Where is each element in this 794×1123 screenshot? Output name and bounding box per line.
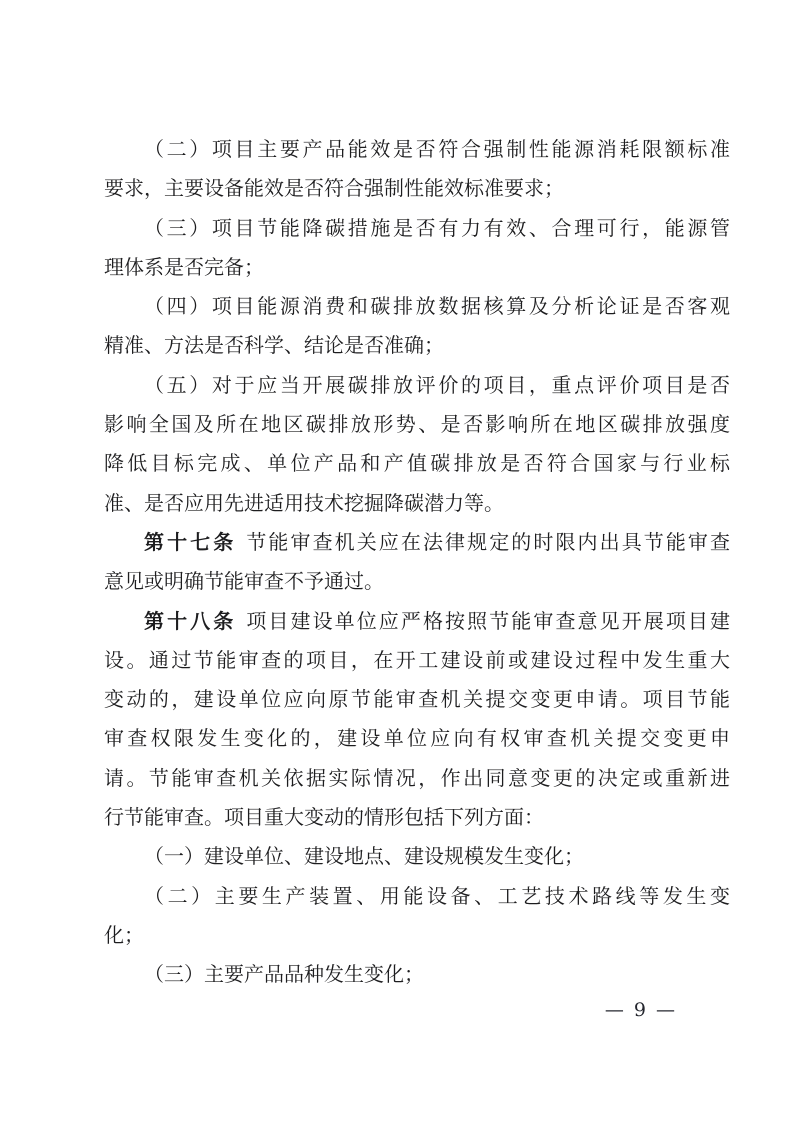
- text-line: 审查权限发生变化的，建设单位应向有权审查机关提交变更申: [104, 726, 730, 751]
- document-body: [104, 130, 730, 995]
- text-line: （三）项目节能降碳措施是否有力有效、合理可行，能源管: [144, 215, 730, 240]
- text-line: 化；: [104, 922, 144, 947]
- text-line: （四）项目能源消费和碳排放数据核算及分析论证是否客观: [144, 294, 730, 319]
- article-number: 第十八条: [144, 608, 237, 633]
- text-line: 请。节能审查机关依据实际情况，作出同意变更的决定或重新进: [104, 765, 730, 790]
- text-line: 降低目标完成、单位产品和产值碳排放是否符合国家与行业标: [104, 451, 730, 476]
- text-line: [104, 523, 730, 562]
- text-line: 意见或明确节能审查不予通过。: [104, 569, 384, 594]
- text-line: 变动的，建设单位应向原节能审查机关提交变更申请。项目节能: [104, 687, 730, 712]
- text-line-content: 项目建设单位应严格按照节能审查意见开展项目建: [246, 608, 731, 633]
- text-line: （三）主要产品品种发生变化；: [144, 962, 424, 987]
- text-line: 理体系是否完备；: [104, 254, 264, 279]
- text-line: （二）主要生产装置、用能设备、工艺技术路线等发生变: [144, 883, 730, 908]
- text-line: 要求，主要设备能效是否符合强制性能效标准要求；: [104, 176, 564, 201]
- text-line: （二）项目主要产品能效是否符合强制性能源消耗限额标准: [144, 137, 730, 161]
- text-line-content: 节能审查机关应在法律规定的时限内出具节能审查: [246, 529, 731, 554]
- text-line: （一）建设单位、建设地点、建设规模发生变化；: [144, 844, 584, 869]
- text-line: 精准、方法是否科学、结论是否准确；: [104, 333, 444, 358]
- article-number: 第十七条: [144, 529, 237, 554]
- text-line: 设。通过节能审查的项目，在开工建设前或建设过程中发生重大: [104, 647, 730, 672]
- text-line: 影响全国及所在地区碳排放形势、是否影响所在地区碳排放强度: [104, 412, 730, 437]
- text-line: 行节能审查。项目重大变动的情形包括下列方面：: [104, 805, 544, 830]
- page-number: — 9 —: [604, 999, 677, 1021]
- text-line: 准、是否应用先进适用技术挖掘降碳潜力等。: [104, 490, 504, 515]
- text-line: [104, 602, 730, 641]
- text-line: （五）对于应当开展碳排放评价的项目，重点评价项目是否: [144, 372, 730, 397]
